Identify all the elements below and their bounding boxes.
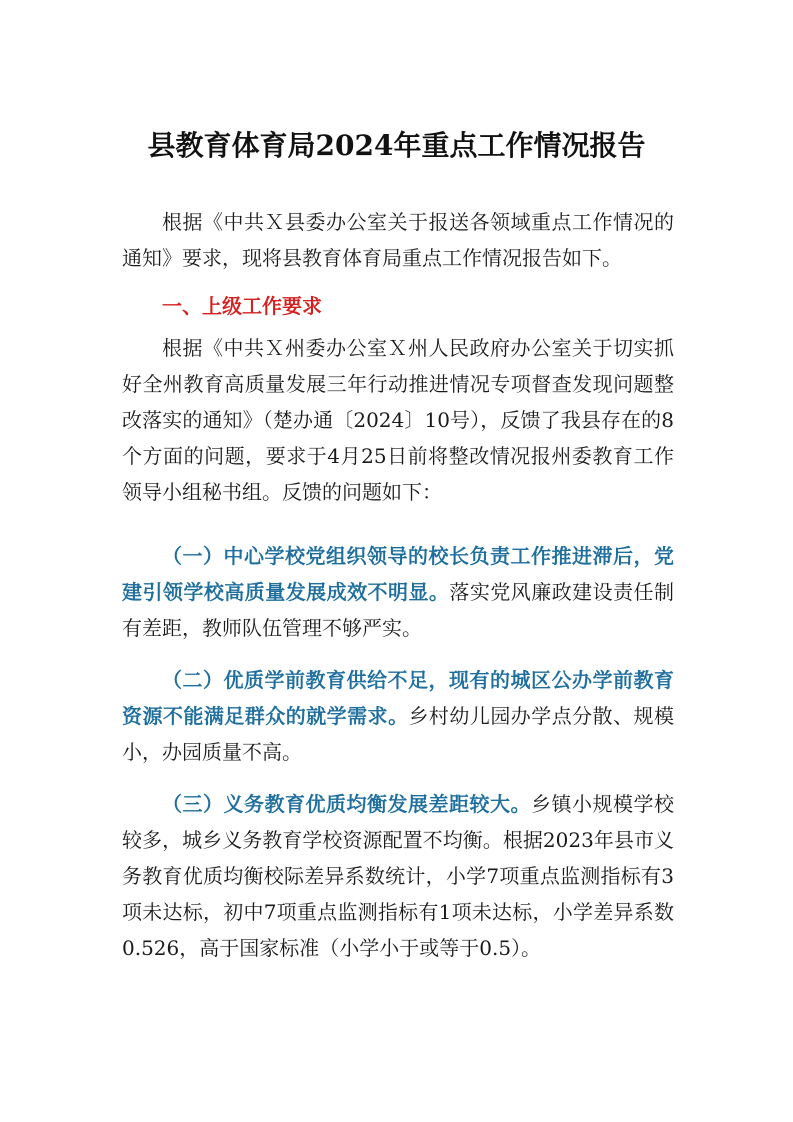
item-heading-2: （二）优质学前教育供给不足，现有的城区公办学前教育资源不能满足群众的就学需求。 [122,668,674,728]
intro-paragraph: 根据《中共Ｘ县委办公室关于报送各领域重点工作情况的通知》要求，现将县教育体育局重点工作情况报告如下。 [122,210,674,270]
item-paragraph-3 [122,786,674,966]
item-heading-1: （一）中心学校党组织领导的校长负责工作推进滞后，党建引领学校高质量发展成效不明显。 [122,544,674,604]
item-paragraph-2 [122,662,674,770]
item-heading-3: （三）义务教育优质均衡发展差距较大。 [162,792,531,816]
section-heading-upper-requirements: 一、上级工作要求 [162,294,322,318]
document-title: 县教育体育局2024年重点工作情况报告 [147,129,646,162]
item-paragraph-1 [122,538,674,646]
item-body-3: 乡镇小规模学校较多，城乡义务教育学校资源配置不均衡。根据2023年县市义务教育优质均衡校际差异系数统计，小学7项重点监测指标有3项未达标，初中7项重点监测指标有1项未达标，小学差异系数0.526，高于国家标准（小学小于或等于0.5）。 [122,792,674,960]
section1-paragraph: 根据《中共Ｘ州委办公室Ｘ州人民政府办公室关于切实抓好全州教育高质量发展三年行动推进情况专项督查发现问题整改落实的通知》（楚办通〔2024〕10号），反馈了我县存在的8个方面的问题，要求于4月25日前将整改情况报州委教育工作领导小组秘书组。反馈的问题如下： [122,336,674,504]
item-body-2: 乡村幼儿园办学点分散、规模小，办园质量不高。 [122,704,675,764]
item-body-1: 落实党风廉政建设责任制有差距，教师队伍管理不够严实。 [122,580,675,640]
